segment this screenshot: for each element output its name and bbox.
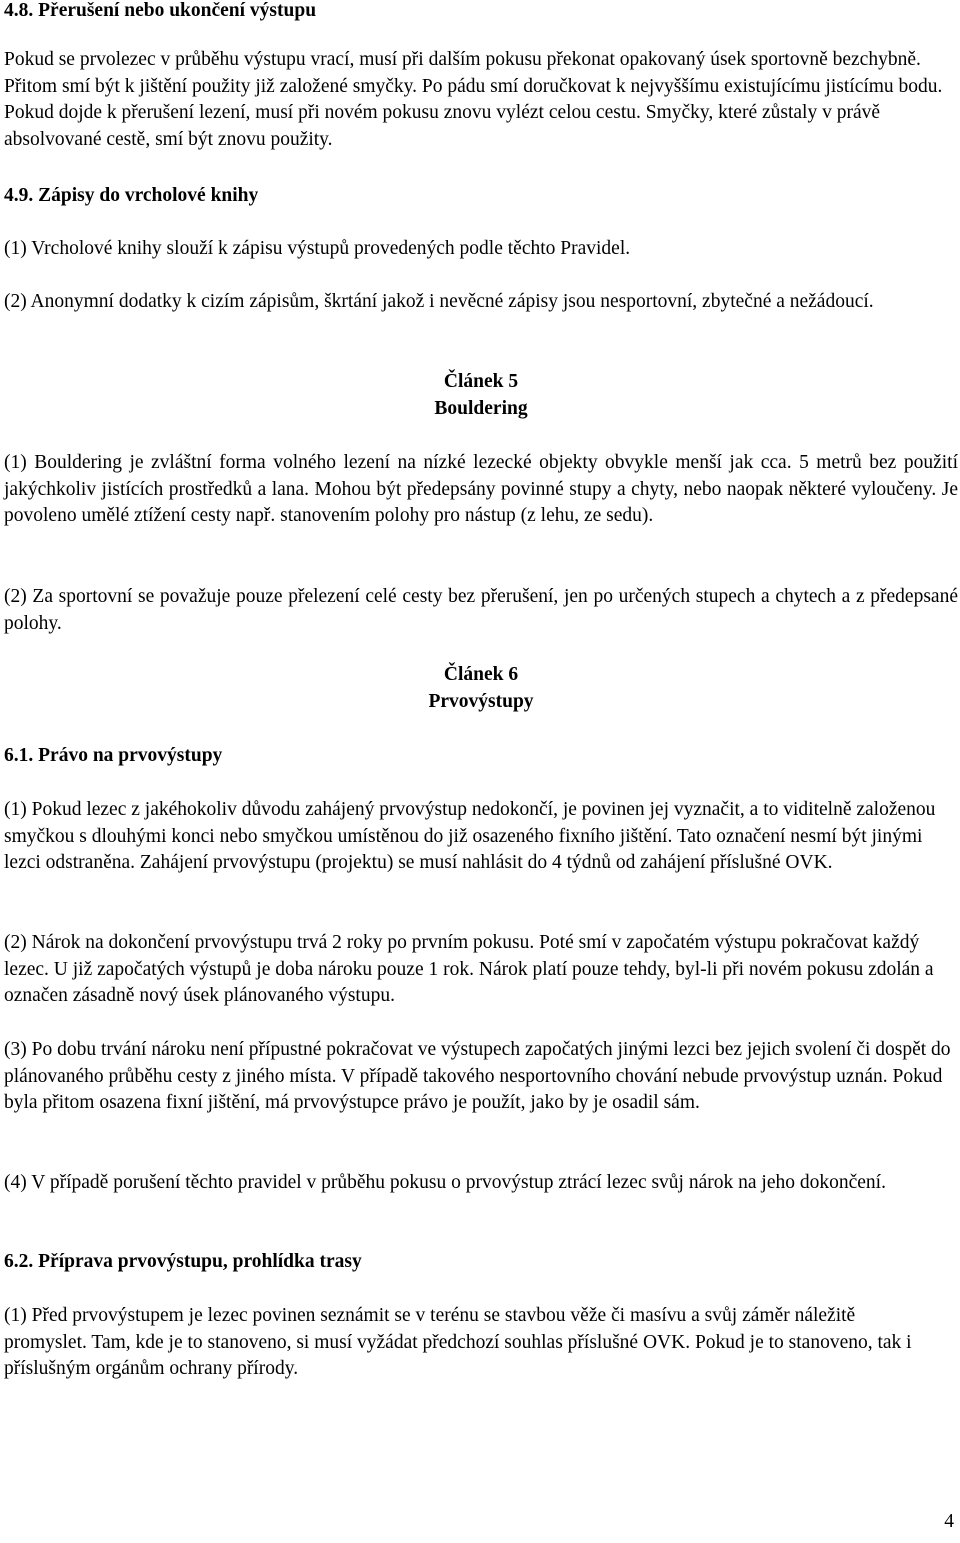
article-5-title: Bouldering bbox=[434, 397, 528, 419]
section-6-2-heading: 6.2. Příprava prvovýstupu, prohlídka trasy bbox=[4, 1251, 362, 1272]
section-4-9-paragraph-2: (2) Anonymní dodatky k cizím zápisům, škrtání jakož i nevěcné zápisy jsou nesportovní, zbytečné a nežádoucí. bbox=[4, 291, 874, 312]
article-5-paragraph-2: (2) Za sportovní se považuje pouze přelezení celé cesty bez přerušení, jen po určených stupech a chytech a z předepsané polohy. bbox=[4, 586, 958, 634]
section-6-2-paragraph-1: (1) Před prvovýstupem je lezec povinen seznámit se v terénu se stavbou věže či masívu a svůj záměr náležitě promyslet. Tam, kde je to stanoveno, si musí vyžádat předchozí souhlas příslušné OVK. Pokud je to stanoveno, tak i příslušným orgánům ochrany přírody. bbox=[4, 1305, 912, 1379]
article-6-heading bbox=[4, 662, 958, 715]
section-6-1-paragraph-3: (3) Po dobu trvání nároku není přípustné pokračovat ve výstupech započatých jinými lezci bez jejich svolení či dospět do plánovaného průběhu cesty z jiného místa. V případě takového nesportovního chování nebude prvovýstup uznán. Pokud byla přitom osazena fixní jištění, má prvovýstupce právo je použít, jako by je osadil sám. bbox=[4, 1039, 951, 1113]
section-4-9-heading: 4.9. Zápisy do vrcholové knihy bbox=[4, 185, 259, 206]
article-5-number: Článek 5 bbox=[443, 371, 519, 392]
section-4-8-heading: 4.8. Přerušení nebo ukončení výstupu bbox=[4, 0, 317, 21]
article-5-heading bbox=[4, 369, 958, 422]
article-5-paragraph-1: (1) Bouldering je zvláštní forma volného lezení na nízké lezecké objekty obvykle menší jak cca. 5 metrů bez použití jakýchkoliv jistících prostředků a lana. Mohou být předepsány povinné stupy a chyty, nebo naopak některé vyloučeny. Je povoleno umělé ztížení cesty např. stanovením polohy pro nástup (z lehu, ze sedu). bbox=[4, 452, 958, 526]
section-4-9-paragraph-1: (1) Vrcholové knihy slouží k zápisu výstupů provedených podle těchto Pravidel. bbox=[4, 238, 631, 259]
section-6-1-paragraph-2: (2) Nárok na dokončení prvovýstupu trvá 2 roky po prvním pokusu. Poté smí v započatém výstupu pokračovat každý lezec. U již započatých výstupů je doba nároku pouze 1 rok. Nárok platí pouze tehdy, byl-li při novém pokusu zdolán a označen zásadně nový úsek plánovaného výstupu. bbox=[4, 932, 934, 1006]
section-4-8-paragraph: Pokud se prvolezec v průběhu výstupu vrací, musí při dalším pokusu překonat opakovaný úsek sportovně bezchybně. Přitom smí být k jištění použity již založené smyčky. Po pádu smí doručkovat k nejvyššímu existujícímu jistícímu bodu. Pokud dojde k přerušení lezení, musí při novém pokusu znovu vylézt celou cestu. Smyčky, které zůstaly v právě absolvované cestě, smí být znovu použity. bbox=[4, 49, 943, 150]
article-6-number: Článek 6 bbox=[443, 664, 519, 685]
article-6-title: Prvovýstupy bbox=[428, 690, 534, 712]
section-6-1-heading: 6.1. Právo na prvovýstupy bbox=[4, 745, 223, 766]
section-6-1-paragraph-4: (4) V případě porušení těchto pravidel v průběhu pokusu o prvovýstup ztrácí lezec svůj nárok na jeho dokončení. bbox=[4, 1172, 886, 1193]
page-number: 4 bbox=[944, 1510, 954, 1532]
section-6-1-paragraph-1: (1) Pokud lezec z jakéhokoliv důvodu zahájený prvovýstup nedokončí, je povinen jej vyznačit, a to viditelně založenou smyčkou s dlouhými konci nebo smyčkou umístěnou do již osazeného fixního jištění. Tato označení nesmí být jinými lezci odstraněna. Zahájení prvovýstupu (projektu) se musí nahlásit do 4 týdnů od zahájení příslušné OVK. bbox=[4, 799, 936, 873]
